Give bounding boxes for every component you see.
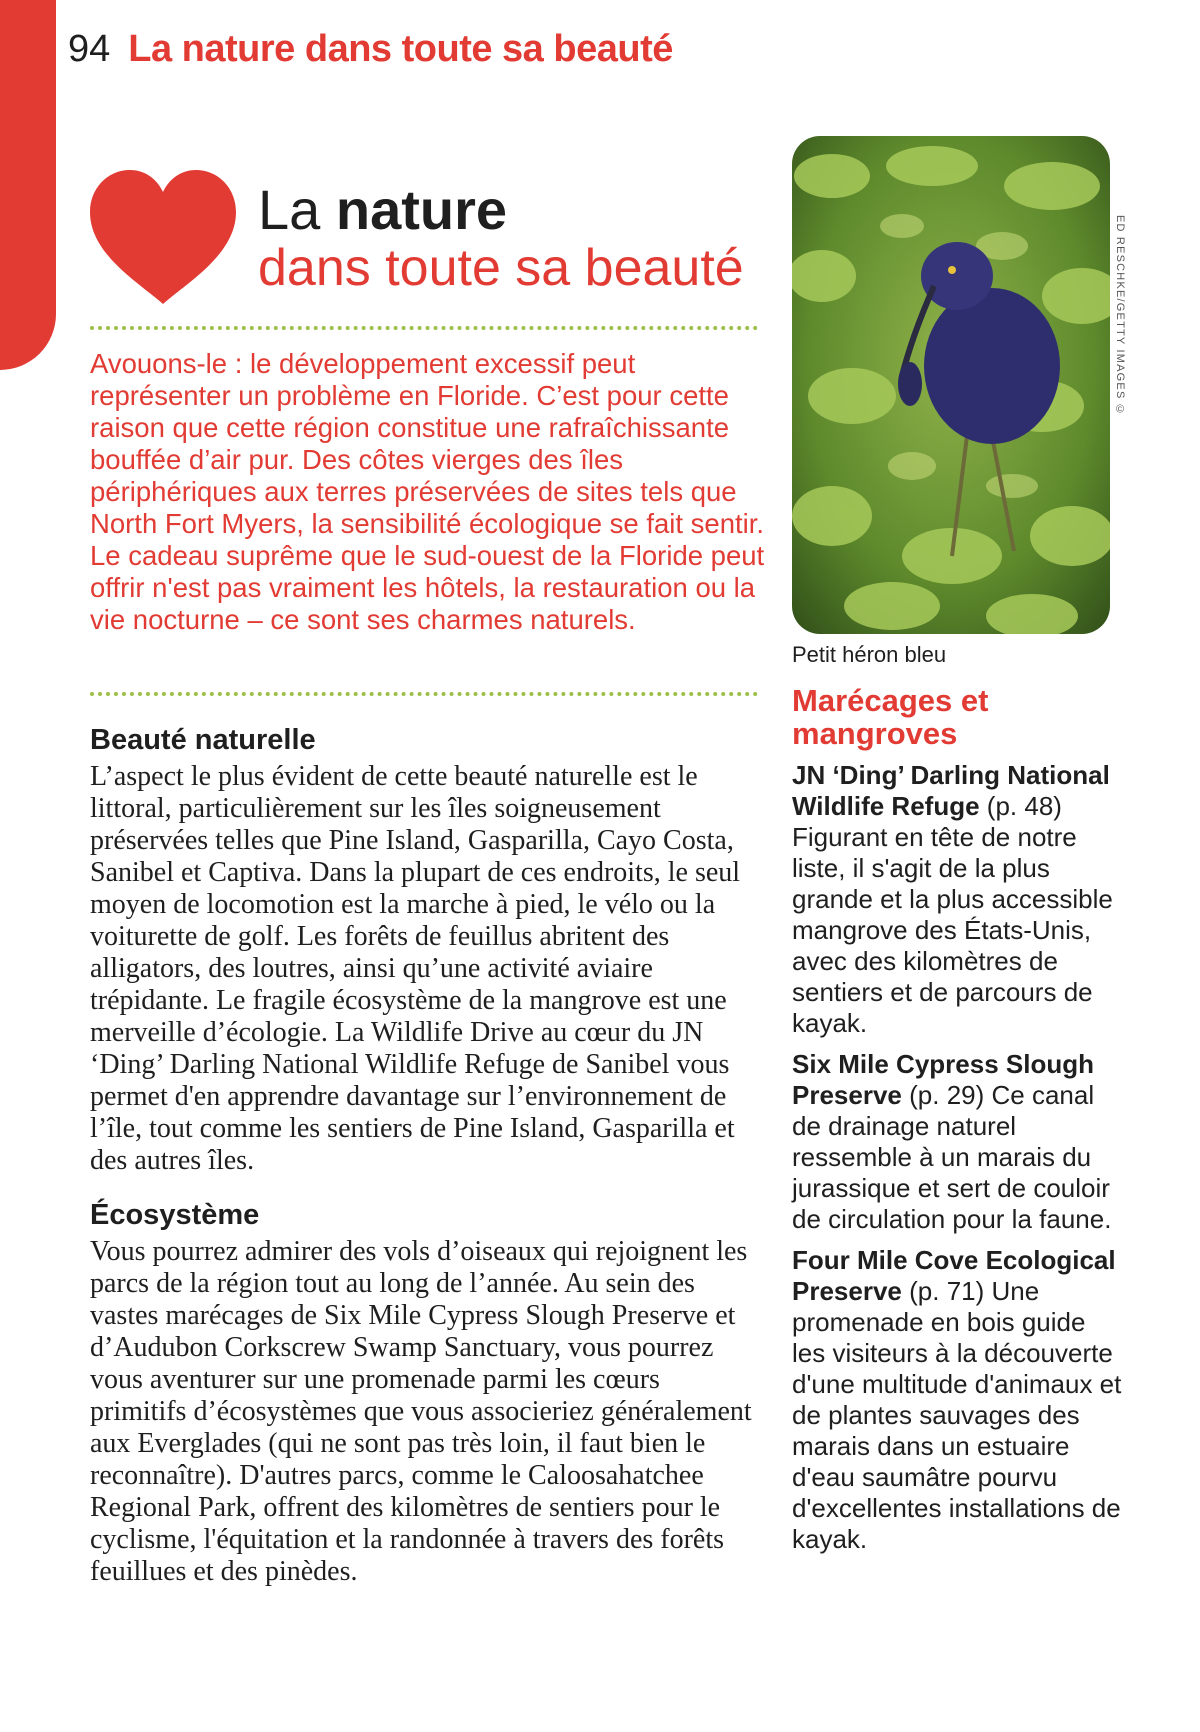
sidebar-heading: Marécages et mangroves bbox=[792, 683, 989, 751]
section-title bbox=[258, 180, 744, 297]
main-column bbox=[90, 724, 762, 1610]
entry-name: Four Mile Cove Ecological Preserve bbox=[792, 1245, 1116, 1306]
section-body: Vous pourrez admirer des vols d’oiseaux qui rejoignent les parcs de la région tout au long de l’année. Au sein des vastes marécages de Six Mile Cypress Slough Preserve et d’Audubon Corkscrew Swamp Sanctuary, vous pourrez vous aventurer sur une promenade parmi les cœurs primitifs d’écosystèmes que vous associeriez généralement aux Everglades (qui ne sont pas très loin, il faut bien le reconnaître). D'autres parcs, comme le Caloosahatchee Regional Park, offrent des kilomètres de sentiers pour le cyclisme, l'équitation et la randonnée à travers des forêts feuillues et des pinèdes. bbox=[90, 1236, 752, 1587]
dotted-divider-bottom bbox=[90, 692, 758, 696]
sidebar-entry bbox=[792, 760, 1122, 1039]
title-bold-word: nature bbox=[335, 178, 508, 241]
entry-page: (p. 71) bbox=[909, 1276, 985, 1306]
entry-name: JN ‘Ding’ Darling National Wildlife Refuge bbox=[792, 760, 1110, 821]
entry-page: (p. 48) bbox=[986, 791, 1062, 821]
entry-text: Figurant en tête de notre liste, il s'agit de la plus grande et la plus accessible mangrove des États-Unis, avec des kilomètres de sentiers et de parcours de kayak. bbox=[792, 822, 1113, 1038]
heron-photo bbox=[792, 136, 1110, 634]
heron-illustration bbox=[792, 136, 1110, 634]
running-header bbox=[68, 28, 673, 80]
entry-name: Six Mile Cypress Slough Preserve bbox=[792, 1049, 1094, 1110]
photo-credit: ED RESCHKE/GETTY IMAGES © bbox=[1114, 215, 1126, 417]
sidebar-entry bbox=[792, 1049, 1122, 1235]
title-line-1 bbox=[258, 180, 744, 240]
section-body: L’aspect le plus évident de cette beauté naturelle est le littoral, particulièrement sur les îles soigneusement préservées telles que Pine Island, Gasparilla, Cayo Costa, Sanibel et Captiva. Dans la plupart de ces endroits, le seul moyen de locomotion est la marche à pied, le vélo ou la voiturette de golf. Les forêts de feuillus abritent des alligators, des loutres, ainsi qu’une activité aviaire trépidante. Le fragile écosystème de la mangrove est une merveille d’écologie. La Wildlife Drive au cœur du JN ‘Ding’ Darling National Wildlife Refuge de Sanibel vous permet d'en apprendre davantage sur l’environnement de l’île, tout comme les sentiers de Pine Island, Gasparilla et des autres îles. bbox=[90, 761, 741, 1176]
dotted-divider-top bbox=[90, 326, 758, 330]
section-heading: Écosystème bbox=[90, 1199, 260, 1231]
section-heading: Beauté naturelle bbox=[90, 724, 316, 756]
running-title: La nature dans toute sa beauté bbox=[128, 28, 673, 70]
sidebar bbox=[792, 684, 1122, 1565]
entry-page: (p. 29) bbox=[909, 1080, 985, 1110]
page-number: 94 bbox=[68, 28, 111, 70]
intro-paragraph: Avouons-le : le développement excessif peut représenter un problème en Floride. C’est pour cette raison que cette région constitue une rafraîchissante bouffée d’air pur. Des côtes vierges des îles périphériques aux terres préservées de sites tels que North Fort Myers, la sensibilité écologique se fait sentir. Le cadeau suprême que le sud-ouest de la Floride peut offrir n'est pas vraiment les hôtels, la restauration ou la vie nocturne – ce sont ses charmes naturels. bbox=[90, 348, 765, 635]
entry-text: Ce canal de drainage naturel ressemble à un marais du jurassique et sert de couloir de circulation pour la faune. bbox=[792, 1080, 1112, 1234]
sidebar-entry bbox=[792, 1245, 1122, 1555]
heart-icon bbox=[90, 170, 236, 306]
red-edge-tab bbox=[0, 0, 56, 370]
entry-text: Une promenade en bois guide les visiteurs à la découverte d'une multitude d'animaux et de plantes sauvages des marais dans un estuaire d'eau saumâtre pourvu d'excellentes installations de kayak. bbox=[792, 1276, 1122, 1554]
title-prefix: La bbox=[258, 178, 321, 241]
title-line-2: dans toute sa beauté bbox=[258, 239, 744, 298]
photo-caption: Petit héron bleu bbox=[792, 642, 947, 667]
